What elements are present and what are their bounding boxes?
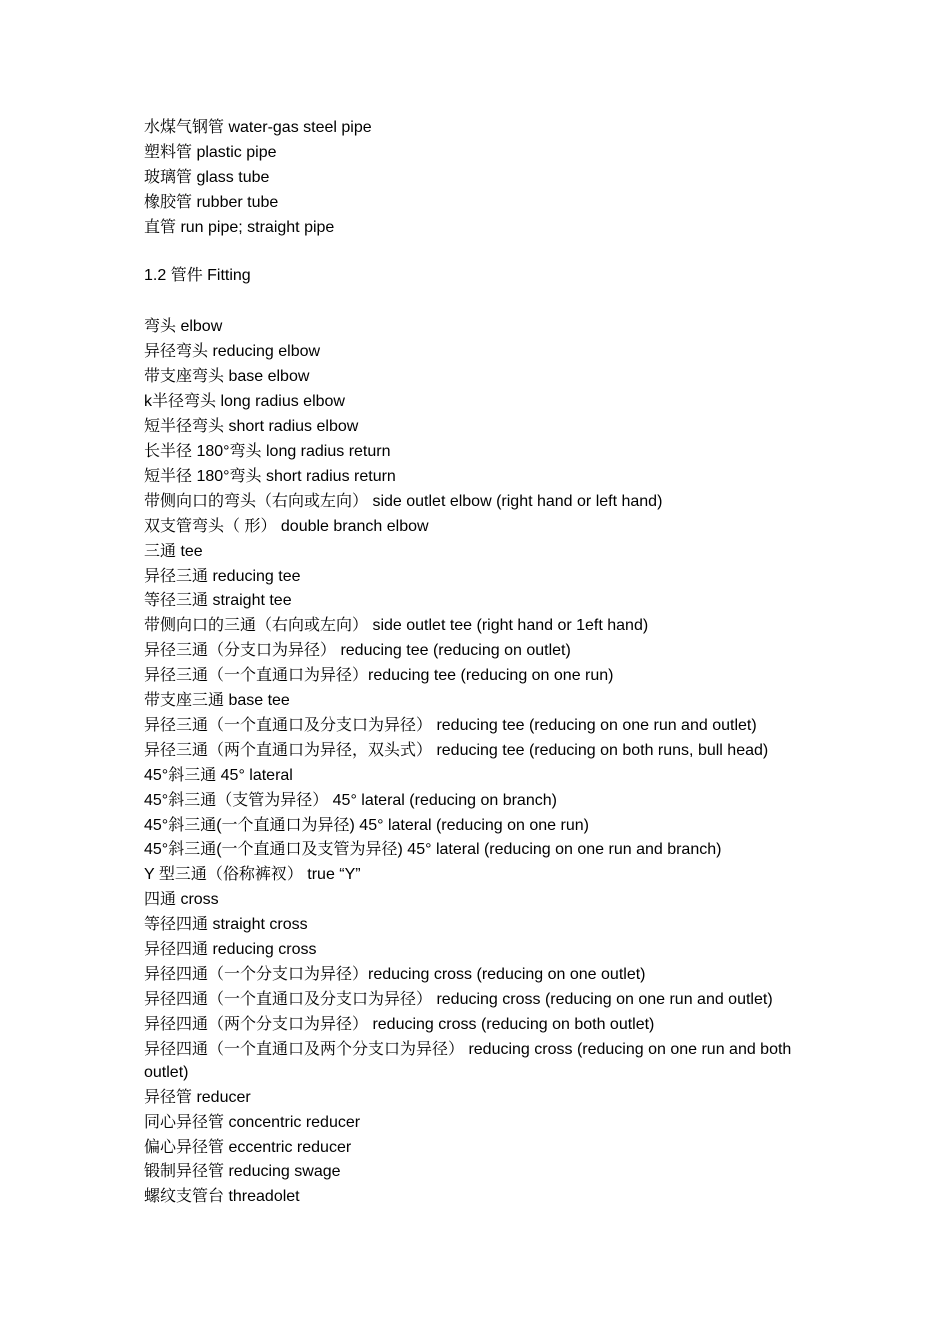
- term-line: 异径三通 reducing tee: [144, 567, 301, 585]
- term-line: 异径四通（两个分支口为异径） reducing cross (reducing on both outlet): [144, 1015, 655, 1033]
- term-line: 橡胶管 rubber tube: [144, 193, 279, 211]
- term-line: 短半径弯头 short radius elbow: [144, 418, 359, 436]
- term-line: 同心异径管 concentric reducer: [144, 1113, 361, 1131]
- term-line: 三通 tee: [144, 542, 203, 560]
- term-line: 长半径 180°弯头 long radius return: [144, 442, 391, 460]
- term-line: 偏心异径管 eccentric reducer: [144, 1138, 352, 1156]
- term-line: 异径三通（一个直通口为异径）reducing tee (reducing on one run): [144, 667, 614, 685]
- term-line: 45°斜三通（支管为异径） 45° lateral (reducing on branch): [144, 791, 557, 809]
- term-line: 异径弯头 reducing elbow: [144, 343, 321, 361]
- term-line: 等径三通 straight tee: [144, 592, 292, 610]
- term-line: 45°斜三通 45° lateral: [144, 766, 293, 784]
- spacer: [144, 288, 814, 315]
- term-line: 锻制异径管 reducing swage: [144, 1163, 341, 1181]
- term-line: 异径四通（一个分支口为异径）reducing cross (reducing on one outlet): [144, 966, 646, 983]
- term-line: 异径三通（分支口为异径） reducing tee (reducing on outlet): [144, 642, 571, 660]
- term-line: 螺纹支管台 threadolet: [144, 1188, 300, 1206]
- term-line: 四通 cross: [144, 891, 219, 909]
- term-line: 异径三通（两个直通口为异径，双头式） reducing tee (reducing on both runs, bull head): [144, 741, 769, 759]
- term-line: 带支座弯头 base elbow: [144, 368, 310, 386]
- term-line: 45°斜三通(一个直通口为异径) 45° lateral (reducing on one run): [144, 816, 589, 834]
- term-line: 异径四通（一个直通口及两个分支口为异径） reducing cross (reducing on one run and both outlet): [144, 1040, 792, 1081]
- term-line: 带侧向口的弯头（右向或左向） side outlet elbow (right hand or left hand): [144, 492, 663, 510]
- term-line: 双支管弯头（ 形） double branch elbow: [144, 517, 429, 535]
- term-line: 短半径 180°弯头 short radius return: [144, 467, 396, 485]
- term-line: 异径三通（一个直通口及分支口为异径） reducing tee (reducing on one run and outlet): [144, 716, 757, 734]
- term-line: 带支座三通 base tee: [144, 692, 290, 710]
- term-line: 水煤气钢管 water-gas steel pipe: [144, 119, 372, 136]
- document-body: [144, 116, 814, 1210]
- term-line: 异径管 reducer: [144, 1088, 251, 1106]
- term-line: 塑料管 plastic pipe: [144, 143, 277, 161]
- term-line: 异径四通（一个直通口及分支口为异径） reducing cross (reducing on one run and outlet): [144, 990, 773, 1008]
- section-heading: 1.2 管件 Fitting: [144, 266, 251, 284]
- term-line: 带侧向口的三通（右向或左向） side outlet tee (right hand or 1eft hand): [144, 617, 649, 635]
- term-line: 直管 run pipe; straight pipe: [144, 218, 335, 236]
- term-line: 等径四通 straight cross: [144, 916, 308, 934]
- spacer: [144, 241, 814, 264]
- term-line: 弯头 elbow: [144, 318, 223, 336]
- term-line: 45°斜三通(一个直通口及支管为异径) 45° lateral (reducing on one run and branch): [144, 841, 722, 859]
- term-line: Y 型三通（俗称裤衩） true “Y”: [144, 866, 361, 884]
- term-line: 玻璃管 glass tube: [144, 168, 270, 186]
- term-line: k半径弯头 long radius elbow: [144, 393, 345, 411]
- term-line: 异径四通 reducing cross: [144, 941, 317, 959]
